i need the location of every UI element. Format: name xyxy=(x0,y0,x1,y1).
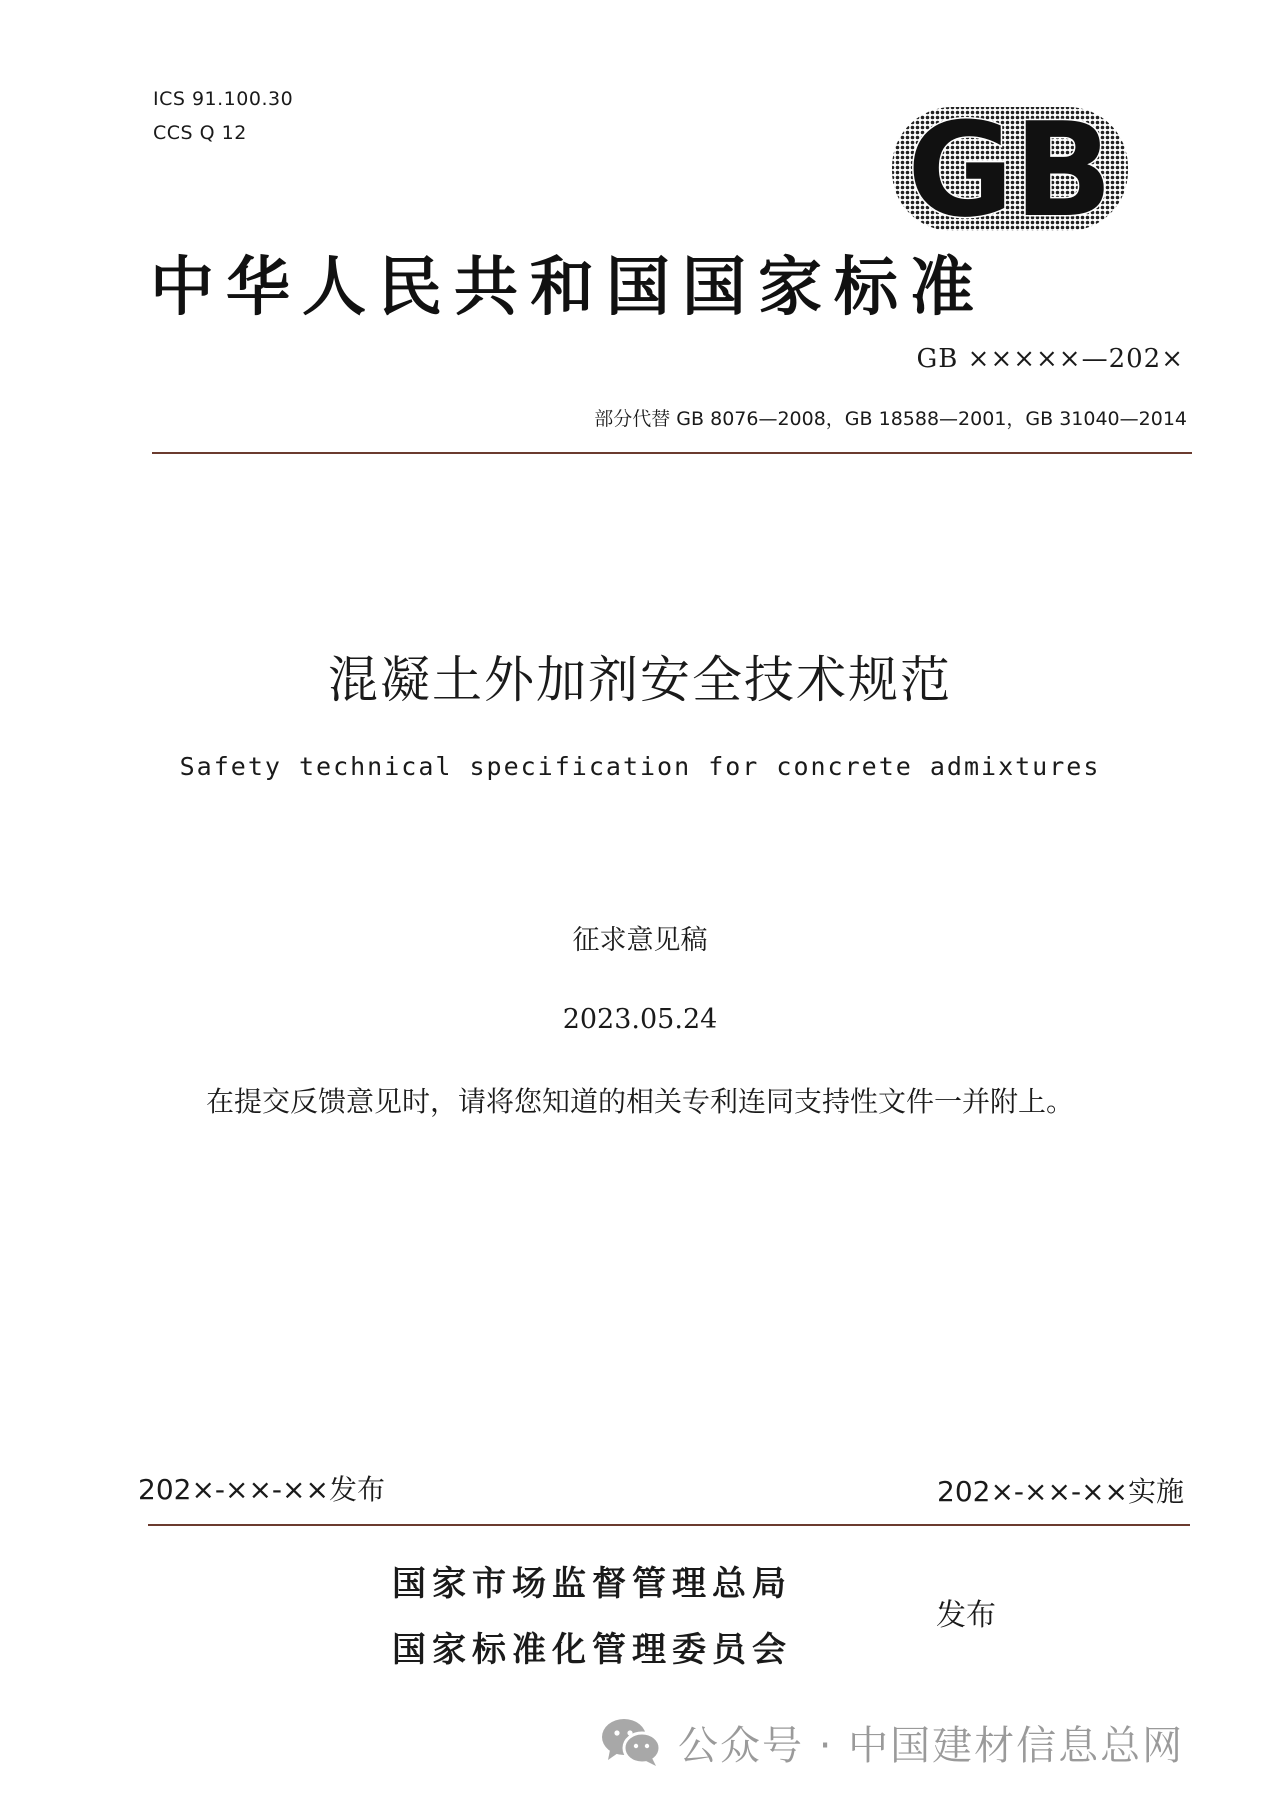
standard-number: GB ×××××—202× xyxy=(916,344,1184,374)
svg-text:GB: GB xyxy=(907,105,1113,233)
watermark xyxy=(600,1712,1184,1772)
wechat-icon xyxy=(600,1716,662,1768)
patent-notice: 在提交反馈意见时，请将您知道的相关专利连同支持性文件一并附上。 xyxy=(205,1085,1074,1118)
issuer-samr: 国家市场监督管理总局 xyxy=(392,1564,792,1604)
issuer-sac: 国家标准化管理委员会 xyxy=(392,1630,792,1670)
country-standard-heading: 中华人民共和国国家标准 xyxy=(150,250,986,325)
issue-label: 发布 xyxy=(936,1598,996,1633)
ics-code: ICS 91.100.30 xyxy=(153,88,294,110)
publish-date: 202×-××-××发布 xyxy=(138,1473,385,1506)
effective-date: 202×-××-××实施 xyxy=(937,1475,1184,1508)
title-chinese: 混凝土外加剂安全技术规范 xyxy=(328,651,952,709)
title-english: Safety technical specification for concrete admixtures xyxy=(179,752,1101,781)
ccs-code: CCS Q 12 xyxy=(153,122,247,144)
watermark-text: 公众号 · 中国建材信息总网 xyxy=(678,1722,1185,1769)
draft-date: 2023.05.24 xyxy=(562,1004,718,1035)
replaces-standards: 部分代替 GB 8076—2008，GB 18588—2001，GB 31040—2014 xyxy=(594,408,1187,430)
draft-status: 征求意见稿 xyxy=(572,925,708,956)
gb-logo xyxy=(890,105,1130,233)
bottom-divider xyxy=(148,1524,1190,1526)
top-divider xyxy=(152,452,1192,454)
